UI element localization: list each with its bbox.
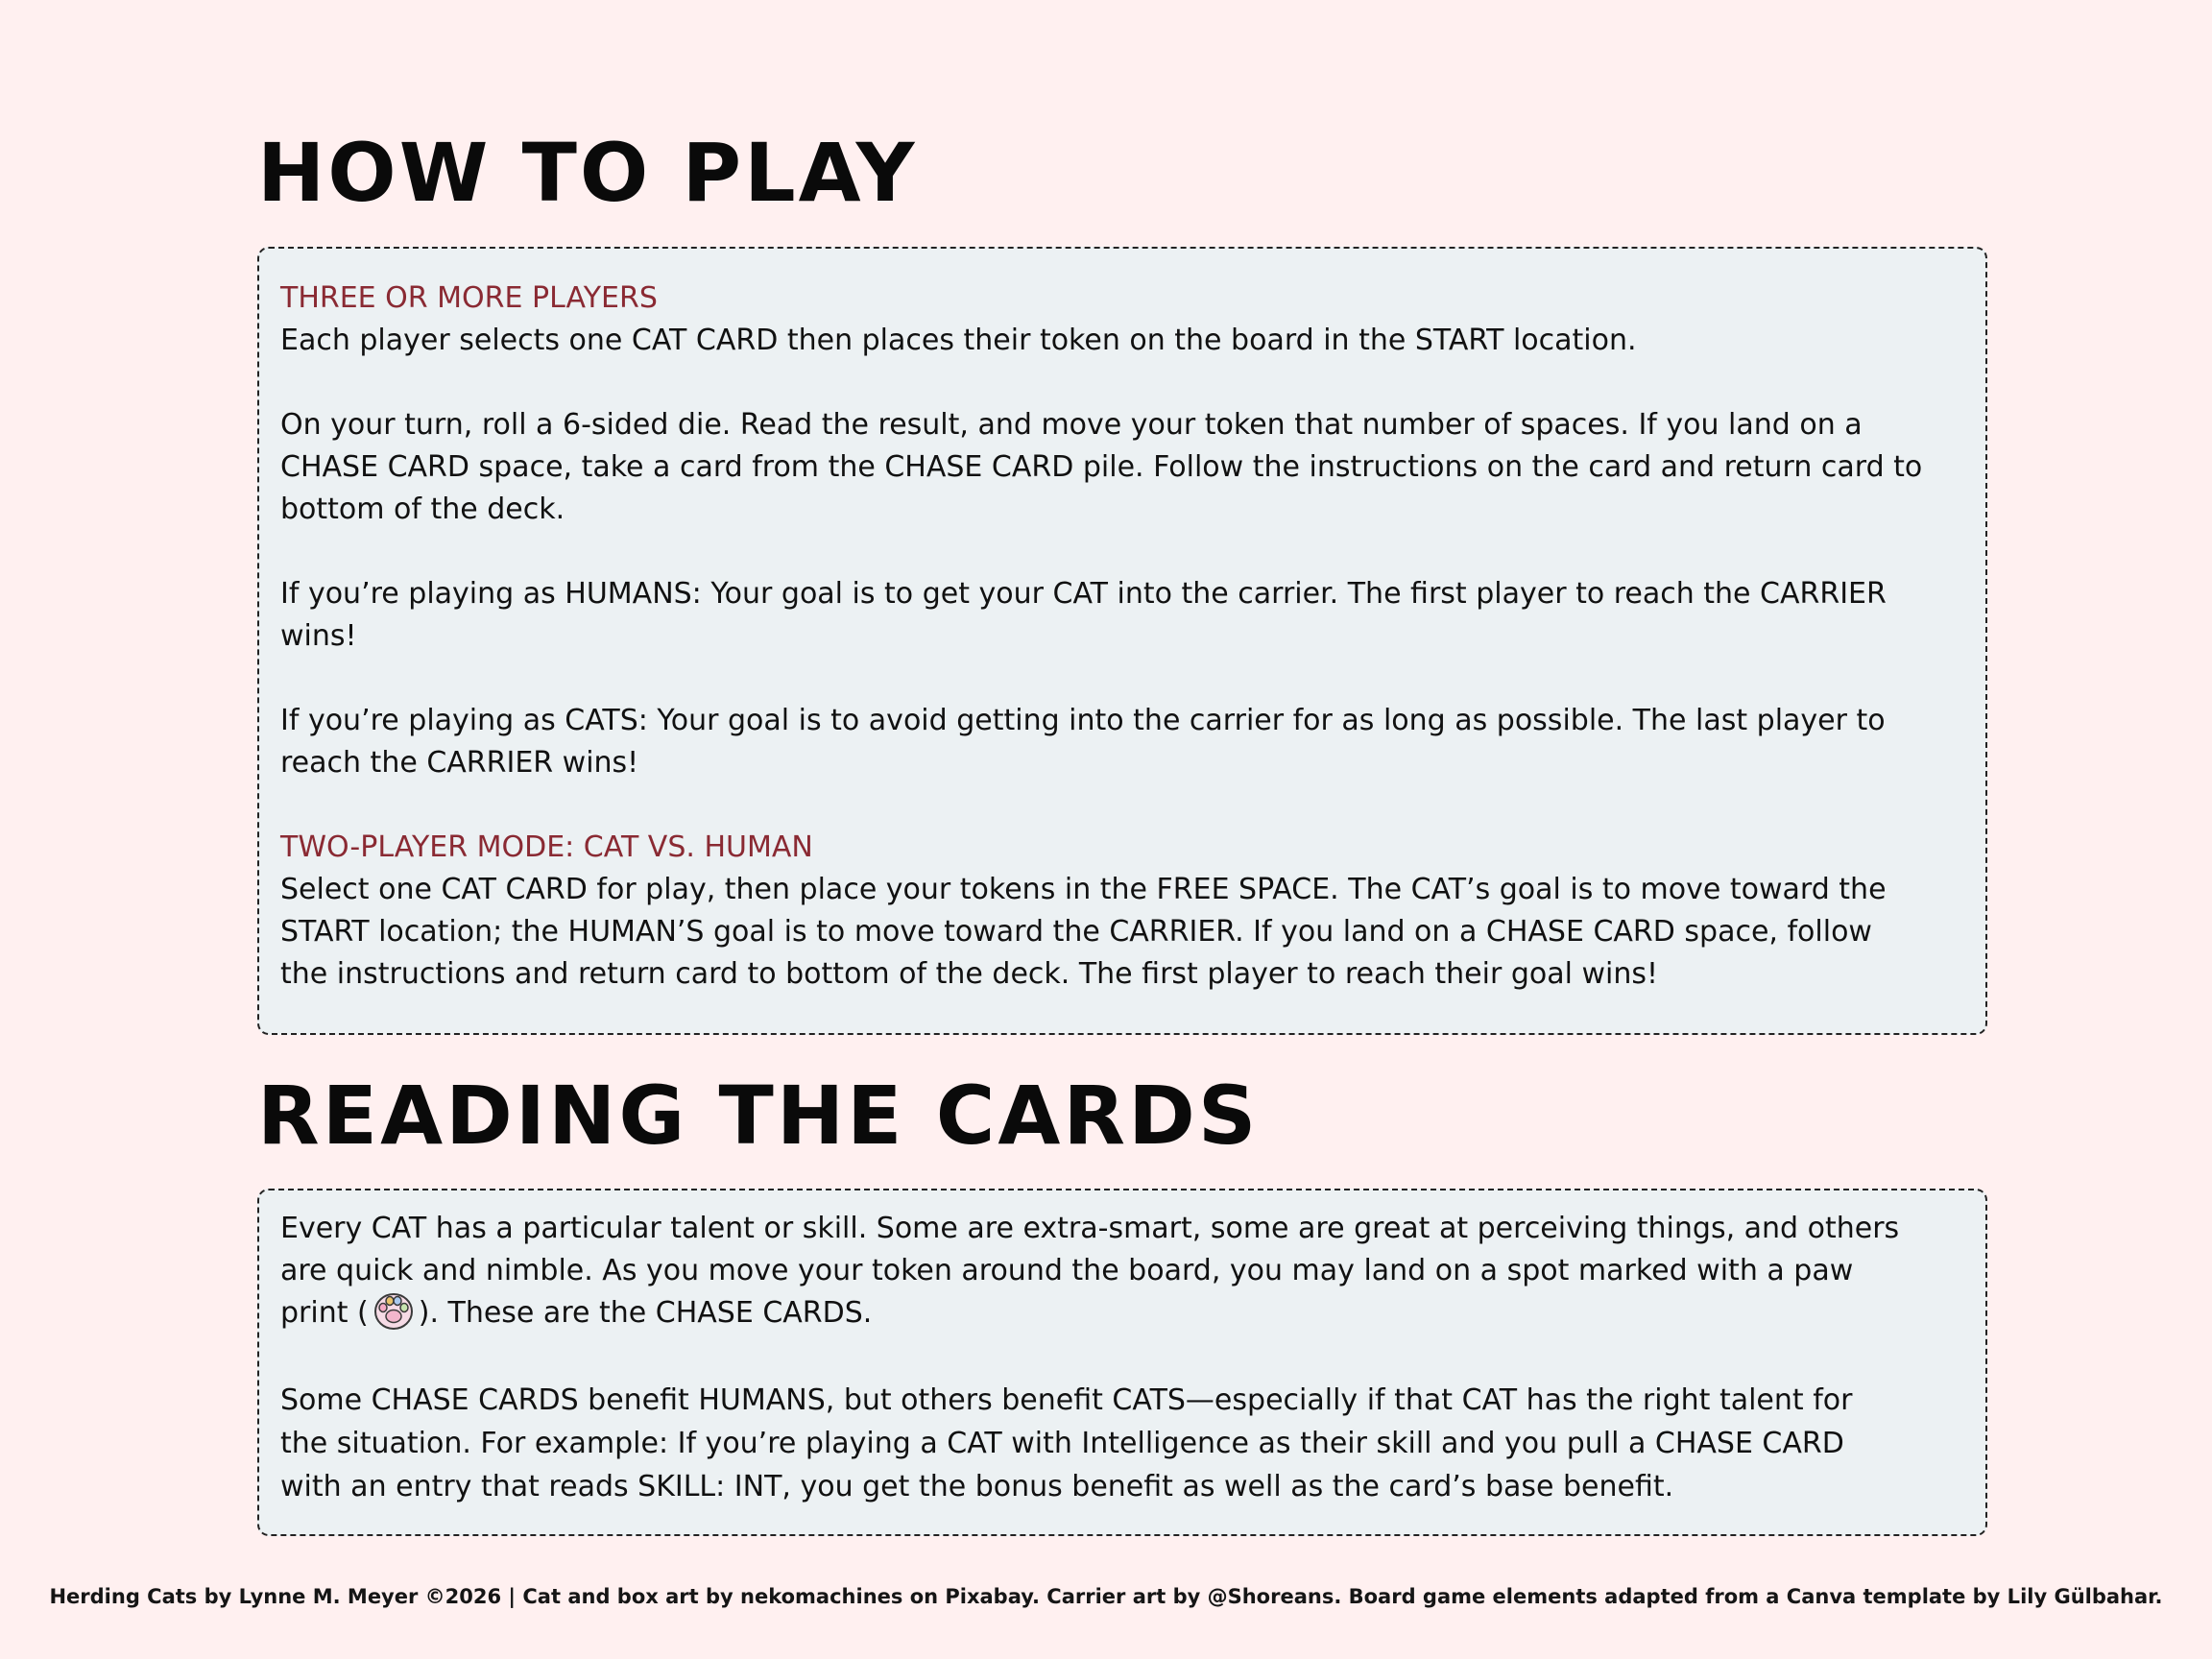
humans-goal-line-2: wins! xyxy=(280,619,357,653)
turn-text-line-3: bottom of the deck. xyxy=(280,493,565,526)
reading-cards-title: READING THE CARDS xyxy=(257,1069,1260,1163)
two-player-text-line-1: Select one CAT CARD for play, then place your tokens in the FREE SPACE. The CAT’s goal is to move toward the xyxy=(280,873,1887,906)
how-to-play-title: HOW TO PLAY xyxy=(257,126,918,220)
turn-text-line-2: CHASE CARD space, take a card from the CHASE CARD pile. Follow the instructions on the card and return card to xyxy=(280,450,1923,484)
talent-text-line-2: are quick and nimble. As you move your token around the board, you may land on a spot marked with a paw xyxy=(280,1254,1854,1287)
cats-goal-line-2: reach the CARRIER wins! xyxy=(280,746,639,780)
how-to-play-box xyxy=(257,247,1987,1035)
two-player-text-line-3: the instructions and return card to bottom of the deck. The first player to reach their goal wins! xyxy=(280,957,1659,991)
two-player-text-line-2: START location; the HUMAN’S goal is to move toward the CARRIER. If you land on a CHASE CARD space, follow xyxy=(280,915,1872,949)
reading-cards-box xyxy=(257,1189,1987,1536)
talent-text-line-1: Every CAT has a particular talent or skill. Some are extra-smart, some are great at perceiving things, and others xyxy=(280,1212,1900,1245)
three-players-heading: THREE OR MORE PLAYERS xyxy=(280,281,658,315)
chase-cards-text-line-1: Some CHASE CARDS benefit HUMANS, but others benefit CATS—especially if that CAT has the right talent for xyxy=(280,1383,1853,1417)
credits-footer: Herding Cats by Lynne M. Meyer ©2026 | Cat and box art by nekomachines on Pixabay. Carrier art by @Shoreans. Board game elements adapted from a Canva template by Lily Gülbahar. xyxy=(49,1585,2163,1608)
humans-goal-line-1: If you’re playing as HUMANS: Your goal is to get your CAT into the carrier. The first player to reach the CARRIER xyxy=(280,577,1887,611)
turn-text-line-1: On your turn, roll a 6-sided die. Read the result, and move your token that number of spaces. If you land on a xyxy=(280,408,1863,442)
cats-goal-line-1: If you’re playing as CATS: Your goal is to avoid getting into the carrier for as long as possible. The last player to xyxy=(280,704,1886,737)
setup-text: Each player selects one CAT CARD then places their token on the board in the START location. xyxy=(280,324,1637,357)
chase-cards-text-line-2: the situation. For example: If you’re playing a CAT with Intelligence as their skill and you pull a CHASE CARD xyxy=(280,1427,1844,1460)
two-player-heading: TWO-PLAYER MODE: CAT VS. HUMAN xyxy=(280,830,813,864)
paw-prefix-text: print ( xyxy=(280,1296,369,1330)
chase-cards-text-line-3: with an entry that reads SKILL: INT, you get the bonus benefit as well as the card’s base benefit. xyxy=(280,1470,1674,1503)
paw-suffix-text: ). These are the CHASE CARDS. xyxy=(418,1296,873,1330)
talent-text-line-3 xyxy=(280,1292,1964,1334)
paw-print-icon xyxy=(369,1290,419,1333)
